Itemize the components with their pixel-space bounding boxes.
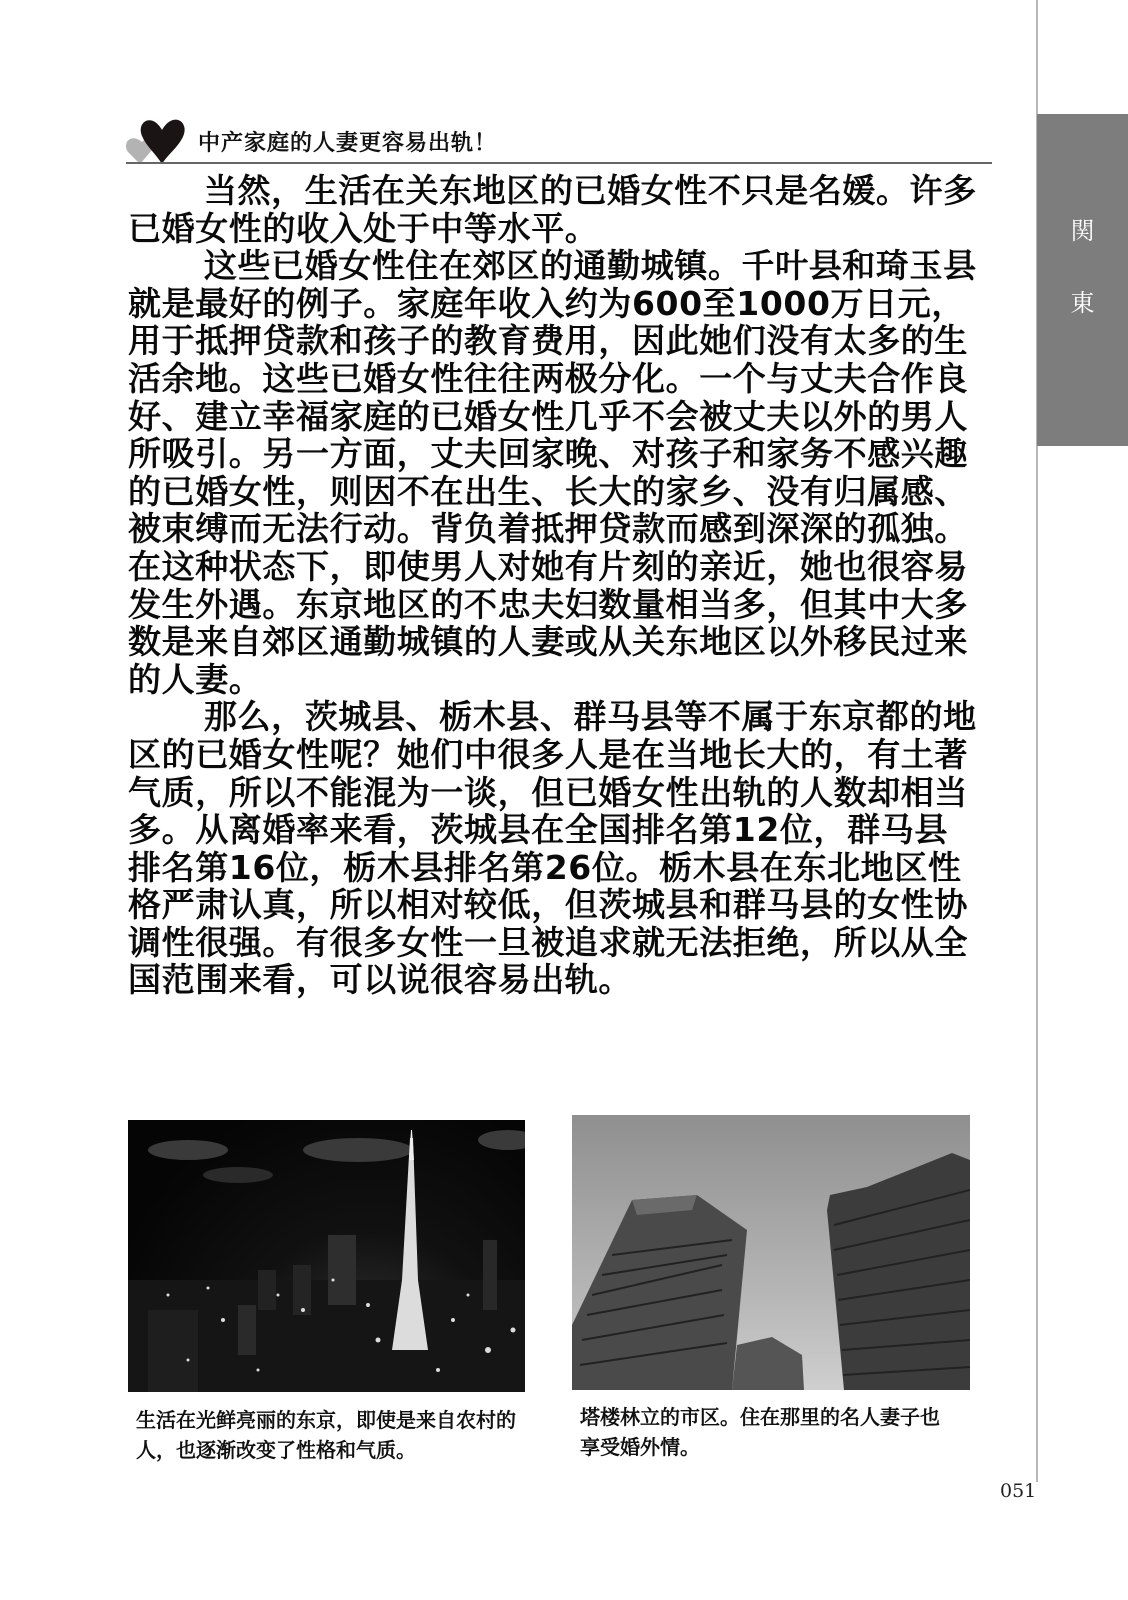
section-tab-kanto (1037, 114, 1128, 446)
towers-illustration (572, 1115, 970, 1390)
section-title: 中产家庭的人妻更容易出轨！ (198, 131, 498, 156)
page-number: 051 (1000, 1480, 1037, 1502)
paragraph: 那么，茨城县、栃木县、群马县等不属于东京都的地区的已婚女性呢？她们中很多人是在当地长大的，有土著气质，所以不能混为一谈，但已婚女性出轨的人数却相当多。从离婚率来看，茨城县在全国排名第12位，群马县排名第16位，栃木县排名第26位。栃木县在东北地区性格严肃认真，所以相对较低，但茨城县和群马县的女性协调性很强。有很多女性一旦被追求就无法拒绝，所以从全国范围来看，可以说很容易出轨。 (128, 697, 977, 1000)
paragraph: 这些已婚女性住在郊区的通勤城镇。千叶县和琦玉县就是最好的例子。家庭年收入约为600至1000万日元，用于抵押贷款和孩子的教育费用，因此她们没有太多的生活余地。这些已婚女性往往两极分化。一个与丈夫合作良好、建立幸福家庭的已婚女性几乎不会被丈夫以外的男人所吸引。另一方面，丈夫回家晚、对孩子和家务不感兴趣的已婚女性，则因不在出生、长大的家乡、没有归属感、被束缚而无法行动。背负着抵押贷款而感到深深的孤独。在这种状态下，即使男人对她有片刻的亲近，她也很容易发生外遇。东京地区的不忠夫妇数量相当多，但其中大多数是来自郊区通勤城镇的人妻或从关东地区以外移民过来的人妻。 (128, 246, 977, 699)
tokyo-tower-illustration (128, 1120, 525, 1392)
photo-tower-buildings (572, 1115, 970, 1390)
section-header (118, 108, 992, 164)
header-rule (126, 162, 992, 164)
section-tab-char: 関 (1070, 217, 1095, 245)
section-tab-char: 東 (1070, 289, 1095, 317)
article-body (128, 172, 978, 999)
photo-tokyo-tower (128, 1120, 525, 1392)
photo-caption: 塔楼林立的市区。住在那里的名人妻子也享受婚外情。 (580, 1405, 940, 1459)
paragraph: 当然，生活在关东地区的已婚女性不只是名媛。许多已婚女性的收入处于中等水平。 (128, 171, 977, 248)
hearts-icon (122, 114, 188, 164)
photo-caption: 生活在光鲜亮丽的东京，即使是来自农村的人，也逐渐改变了性格和气质。 (136, 1408, 516, 1462)
